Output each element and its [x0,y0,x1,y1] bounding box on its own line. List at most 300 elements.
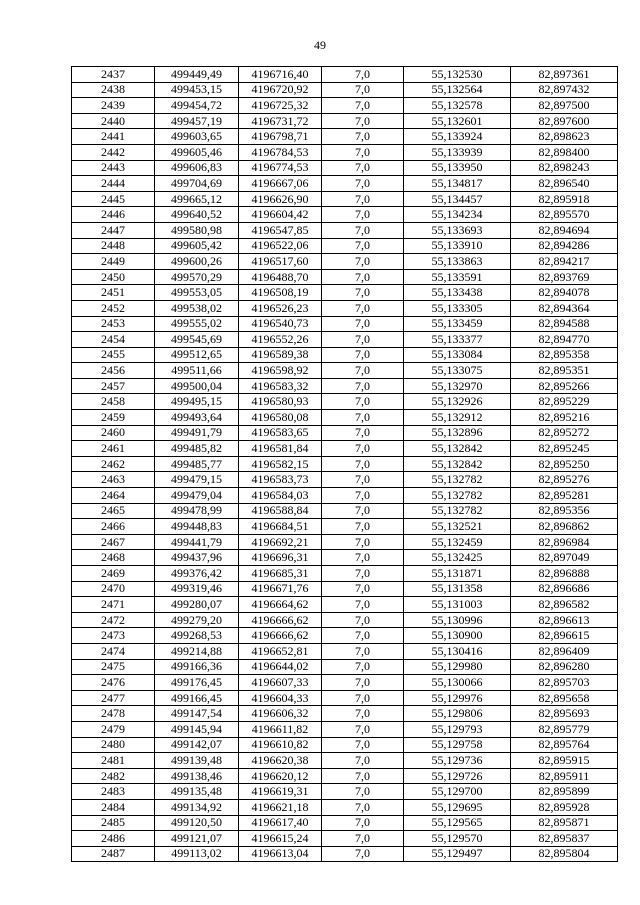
table-cell: 4196652,81 [239,643,322,659]
table-cell: 4196581,84 [239,441,322,457]
table-cell: 2474 [72,643,155,659]
table-cell: 4196666,62 [239,628,322,644]
table-cell: 499606,83 [155,160,239,176]
table-cell: 499704,69 [155,176,239,192]
table-cell: 499138,46 [155,768,239,784]
table-cell: 82,895779 [511,721,618,737]
table-cell: 55,132912 [404,410,511,426]
table-cell: 7,0 [322,675,404,691]
table-cell: 4196731,72 [239,113,322,129]
table-cell: 82,895351 [511,363,618,379]
table-cell: 499454,72 [155,98,239,114]
table-cell: 55,133075 [404,363,511,379]
table-cell: 499176,45 [155,675,239,691]
table-row [72,316,618,332]
table-cell: 2454 [72,332,155,348]
table-row [72,753,618,769]
table-cell: 55,131871 [404,566,511,582]
table-cell: 499495,15 [155,394,239,410]
table-cell: 55,133693 [404,222,511,238]
table-cell: 82,894364 [511,300,618,316]
table-cell: 2461 [72,441,155,457]
table-cell: 82,898400 [511,144,618,160]
table-cell: 82,898623 [511,129,618,145]
table-cell: 7,0 [322,160,404,176]
table-cell: 55,133910 [404,238,511,254]
table-cell: 499545,69 [155,332,239,348]
table-cell: 7,0 [322,690,404,706]
table-cell: 55,132970 [404,378,511,394]
table-row [72,597,618,613]
table-cell: 499479,04 [155,488,239,504]
table-cell: 7,0 [322,144,404,160]
table-cell: 499319,46 [155,581,239,597]
table-cell: 4196522,06 [239,238,322,254]
table-cell: 2462 [72,456,155,472]
table-cell: 4196619,31 [239,784,322,800]
table-cell: 7,0 [322,363,404,379]
table-cell: 499600,26 [155,254,239,270]
table-cell: 82,895703 [511,675,618,691]
table-cell: 499376,42 [155,566,239,582]
table-row [72,238,618,254]
table-cell: 55,129976 [404,690,511,706]
table-cell: 7,0 [322,456,404,472]
table-cell: 2447 [72,222,155,238]
table-cell: 55,132601 [404,113,511,129]
table-cell: 55,130996 [404,612,511,628]
table-row [72,410,618,426]
table-cell: 55,132564 [404,82,511,98]
table-cell: 82,896540 [511,176,618,192]
table-cell: 82,894588 [511,316,618,332]
table-cell: 4196582,15 [239,456,322,472]
table-cell: 4196607,33 [239,675,322,691]
table-cell: 7,0 [322,519,404,535]
table-cell: 82,897361 [511,67,618,83]
table-cell: 82,897500 [511,98,618,114]
table-cell: 7,0 [322,550,404,566]
table-cell: 7,0 [322,799,404,815]
table-cell: 4196488,70 [239,269,322,285]
table-cell: 82,896862 [511,519,618,535]
table-cell: 55,129695 [404,799,511,815]
table-cell: 499134,92 [155,799,239,815]
table-cell: 4196552,26 [239,332,322,348]
table-cell: 55,132459 [404,534,511,550]
table-row [72,456,618,472]
table-cell: 7,0 [322,285,404,301]
table-cell: 2458 [72,394,155,410]
table-cell: 55,129758 [404,737,511,753]
table-cell: 4196667,06 [239,176,322,192]
table-cell: 82,896615 [511,628,618,644]
table-row [72,222,618,238]
table-row [72,67,618,83]
table-cell: 55,132521 [404,519,511,535]
table-cell: 82,895918 [511,191,618,207]
table-row [72,269,618,285]
table-cell: 7,0 [322,300,404,316]
table-cell: 7,0 [322,815,404,831]
table-cell: 55,129980 [404,659,511,675]
table-cell: 4196598,92 [239,363,322,379]
table-cell: 82,895871 [511,815,618,831]
table-cell: 499580,98 [155,222,239,238]
table-row [72,503,618,519]
table-cell: 2452 [72,300,155,316]
table-cell: 82,895837 [511,831,618,847]
table-cell: 499570,29 [155,269,239,285]
table-row [72,737,618,753]
table-cell: 2478 [72,706,155,722]
table-cell: 2441 [72,129,155,145]
table-cell: 55,133377 [404,332,511,348]
table-cell: 82,895693 [511,706,618,722]
table-cell: 7,0 [322,410,404,426]
table-cell: 4196606,32 [239,706,322,722]
table-cell: 82,894694 [511,222,618,238]
table-cell: 499113,02 [155,846,239,862]
table-cell: 4196798,71 [239,129,322,145]
table-row [72,144,618,160]
table-cell: 82,895899 [511,784,618,800]
table-cell: 82,895911 [511,768,618,784]
table-cell: 7,0 [322,176,404,192]
table-cell: 2471 [72,597,155,613]
table-cell: 55,132782 [404,472,511,488]
table-row [72,643,618,659]
table-cell: 7,0 [322,612,404,628]
table-cell: 2479 [72,721,155,737]
table-cell: 55,131003 [404,597,511,613]
table-cell: 499135,48 [155,784,239,800]
table-cell: 2446 [72,207,155,223]
table-cell: 2465 [72,503,155,519]
table-cell: 82,895764 [511,737,618,753]
table-cell: 2448 [72,238,155,254]
table-row [72,129,618,145]
table-cell: 82,895928 [511,799,618,815]
table-cell: 7,0 [322,316,404,332]
table-cell: 55,133084 [404,347,511,363]
table-cell: 55,129497 [404,846,511,862]
table-cell: 499280,07 [155,597,239,613]
table-cell: 55,132425 [404,550,511,566]
table-cell: 4196580,08 [239,410,322,426]
table-cell: 55,134234 [404,207,511,223]
table-cell: 2466 [72,519,155,535]
table-cell: 4196517,60 [239,254,322,270]
table-cell: 55,129565 [404,815,511,831]
table-cell: 2459 [72,410,155,426]
table-cell: 2467 [72,534,155,550]
table-row [72,347,618,363]
table-row [72,659,618,675]
table-cell: 7,0 [322,503,404,519]
table-cell: 82,898243 [511,160,618,176]
table-cell: 82,896582 [511,597,618,613]
table-row [72,519,618,535]
table-cell: 7,0 [322,581,404,597]
table-cell: 499605,42 [155,238,239,254]
table-cell: 55,132782 [404,503,511,519]
table-cell: 4196626,90 [239,191,322,207]
table-cell: 2483 [72,784,155,800]
table-row [72,768,618,784]
table-cell: 4196692,21 [239,534,322,550]
table-cell: 2451 [72,285,155,301]
table-cell: 2486 [72,831,155,847]
table-cell: 7,0 [322,628,404,644]
table-cell: 4196696,31 [239,550,322,566]
table-cell: 55,133939 [404,144,511,160]
table-cell: 4196583,32 [239,378,322,394]
table-cell: 499665,12 [155,191,239,207]
table-cell: 2437 [72,67,155,83]
table-cell: 55,129700 [404,784,511,800]
table-cell: 499121,07 [155,831,239,847]
table-row [72,425,618,441]
table-cell: 499453,15 [155,82,239,98]
table-cell: 499120,50 [155,815,239,831]
table-cell: 7,0 [322,191,404,207]
table-cell: 7,0 [322,706,404,722]
table-row [72,285,618,301]
table-cell: 4196540,73 [239,316,322,332]
table-cell: 55,129806 [404,706,511,722]
table-cell: 4196666,62 [239,612,322,628]
table-cell: 499214,88 [155,643,239,659]
table-cell: 7,0 [322,488,404,504]
table-cell: 4196613,04 [239,846,322,862]
table-row [72,784,618,800]
table-cell: 499166,36 [155,659,239,675]
table-cell: 55,133438 [404,285,511,301]
table-row [72,706,618,722]
table-cell: 7,0 [322,347,404,363]
table-cell: 55,132842 [404,456,511,472]
table-cell: 2438 [72,82,155,98]
table-row [72,300,618,316]
table-row [72,113,618,129]
table-cell: 82,896888 [511,566,618,582]
table-cell: 4196720,92 [239,82,322,98]
table-cell: 7,0 [322,222,404,238]
table-cell: 499147,54 [155,706,239,722]
table-cell: 82,897049 [511,550,618,566]
table-cell: 4196547,85 [239,222,322,238]
table-cell: 4196684,51 [239,519,322,535]
table-cell: 2440 [72,113,155,129]
table-cell: 82,894770 [511,332,618,348]
table-cell: 4196526,23 [239,300,322,316]
table-cell: 2443 [72,160,155,176]
table-cell: 55,130066 [404,675,511,691]
table-cell: 7,0 [322,332,404,348]
table-cell: 4196621,18 [239,799,322,815]
table-cell: 4196664,62 [239,597,322,613]
table-row [72,98,618,114]
table-cell: 7,0 [322,394,404,410]
table-cell: 82,895281 [511,488,618,504]
table-cell: 499603,65 [155,129,239,145]
table-row [72,472,618,488]
table-cell: 2457 [72,378,155,394]
table-cell: 7,0 [322,472,404,488]
table-cell: 4196716,40 [239,67,322,83]
table-cell: 499538,02 [155,300,239,316]
table-cell: 499553,05 [155,285,239,301]
table-cell: 7,0 [322,207,404,223]
table-cell: 7,0 [322,659,404,675]
table-cell: 82,896984 [511,534,618,550]
table-cell: 2455 [72,347,155,363]
table-cell: 4196615,24 [239,831,322,847]
table-cell: 2449 [72,254,155,270]
table-cell: 499437,96 [155,550,239,566]
table-row [72,176,618,192]
table-cell: 82,895229 [511,394,618,410]
table-cell: 82,895245 [511,441,618,457]
table-cell: 55,134817 [404,176,511,192]
table-cell: 82,895250 [511,456,618,472]
table-cell: 82,895658 [511,690,618,706]
table-cell: 499511,66 [155,363,239,379]
table-cell: 2475 [72,659,155,675]
table-row [72,191,618,207]
table-row [72,207,618,223]
table-cell: 55,129726 [404,768,511,784]
table-cell: 82,896686 [511,581,618,597]
table-cell: 4196604,33 [239,690,322,706]
table-cell: 499279,20 [155,612,239,628]
table-cell: 55,133459 [404,316,511,332]
table-cell: 55,130900 [404,628,511,644]
table-cell: 499441,79 [155,534,239,550]
table-cell: 82,895216 [511,410,618,426]
table-cell: 499139,48 [155,753,239,769]
table-cell: 2484 [72,799,155,815]
table-cell: 7,0 [322,129,404,145]
table-cell: 2476 [72,675,155,691]
table-cell: 82,897432 [511,82,618,98]
table-cell: 55,131358 [404,581,511,597]
table-row [72,581,618,597]
table-cell: 82,896613 [511,612,618,628]
table-row [72,534,618,550]
table-row [72,550,618,566]
table-row [72,721,618,737]
table-cell: 2473 [72,628,155,644]
table-cell: 7,0 [322,425,404,441]
table-cell: 2456 [72,363,155,379]
table-cell: 82,894286 [511,238,618,254]
table-cell: 4196583,73 [239,472,322,488]
table-cell: 499491,79 [155,425,239,441]
table-cell: 4196583,65 [239,425,322,441]
table-cell: 82,895358 [511,347,618,363]
page-number: 49 [314,38,326,52]
table-row [72,254,618,270]
table-row [72,82,618,98]
table-cell: 82,895276 [511,472,618,488]
table-cell: 4196774,53 [239,160,322,176]
table-cell: 55,132530 [404,67,511,83]
table-cell: 2485 [72,815,155,831]
table-cell: 4196611,82 [239,721,322,737]
table-cell: 2453 [72,316,155,332]
table-cell: 7,0 [322,737,404,753]
table-cell: 82,895356 [511,503,618,519]
table-cell: 82,896409 [511,643,618,659]
table-cell: 7,0 [322,831,404,847]
table-cell: 4196584,03 [239,488,322,504]
table-cell: 7,0 [322,113,404,129]
table-cell: 4196685,31 [239,566,322,582]
table-cell: 2439 [72,98,155,114]
table-cell: 4196610,82 [239,737,322,753]
table-cell: 82,893769 [511,269,618,285]
table-cell: 2487 [72,846,155,862]
coordinates-table [71,66,618,862]
table-row [72,612,618,628]
table-cell: 7,0 [322,768,404,784]
table-cell: 82,895915 [511,753,618,769]
table-cell: 82,894078 [511,285,618,301]
table-cell: 2460 [72,425,155,441]
table-cell: 4196508,19 [239,285,322,301]
table-cell: 55,132842 [404,441,511,457]
table-cell: 499449,49 [155,67,239,83]
table-cell: 2444 [72,176,155,192]
table-cell: 55,130416 [404,643,511,659]
table-row [72,378,618,394]
table-cell: 7,0 [322,753,404,769]
table-cell: 499493,64 [155,410,239,426]
table-cell: 499500,04 [155,378,239,394]
table-cell: 2482 [72,768,155,784]
table-cell: 2470 [72,581,155,597]
table-cell: 499268,53 [155,628,239,644]
table-cell: 7,0 [322,378,404,394]
table-cell: 2445 [72,191,155,207]
table-row [72,846,618,862]
table-row [72,675,618,691]
table-cell: 499479,15 [155,472,239,488]
table-row [72,566,618,582]
table-cell: 55,133305 [404,300,511,316]
table-cell: 7,0 [322,441,404,457]
table-cell: 7,0 [322,846,404,862]
table-row [72,160,618,176]
table-row [72,690,618,706]
table-cell: 2463 [72,472,155,488]
table-cell: 55,129736 [404,753,511,769]
table-cell: 2477 [72,690,155,706]
table-body [72,67,618,862]
table-cell: 82,895570 [511,207,618,223]
table-cell: 4196784,53 [239,144,322,160]
table-cell: 82,894217 [511,254,618,270]
table-cell: 55,132782 [404,488,511,504]
table-cell: 82,896280 [511,659,618,675]
table-cell: 7,0 [322,238,404,254]
table-cell: 499457,19 [155,113,239,129]
table-cell: 499485,82 [155,441,239,457]
table-cell: 2481 [72,753,155,769]
table-cell: 499485,77 [155,456,239,472]
